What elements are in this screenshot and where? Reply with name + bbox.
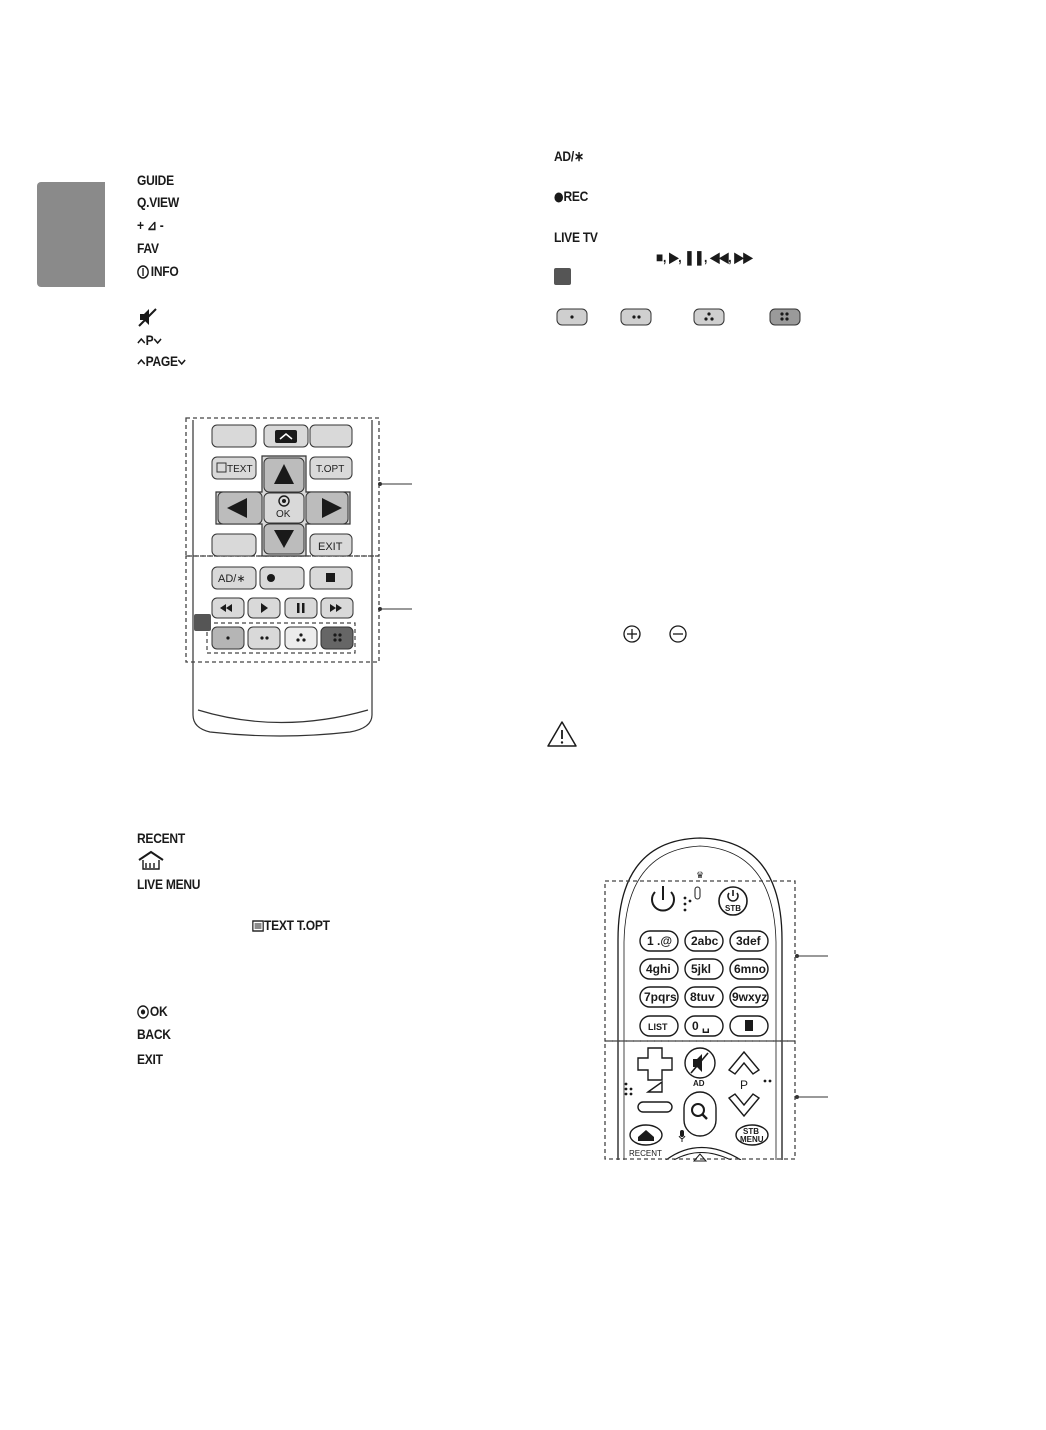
power-icon	[652, 886, 674, 911]
ad-button-label: AD/∗	[218, 573, 246, 585]
stb-power-label: STB	[725, 904, 741, 913]
volume-up-icon	[638, 1048, 672, 1080]
channel-text: P	[145, 332, 154, 348]
rec-text: REC	[563, 188, 589, 204]
key-3: 3def	[736, 934, 761, 948]
remote-control-diagram-2	[596, 830, 836, 1170]
rec-label	[554, 188, 588, 204]
info-text: INFO	[150, 263, 179, 279]
remote-control-diagram-1	[180, 410, 420, 740]
ok-circle-icon	[137, 1005, 150, 1019]
channel-key-label: P	[740, 1078, 749, 1092]
page-label	[137, 353, 186, 369]
chevron-down-icon	[178, 357, 187, 367]
stb-menu-label-1: STB	[743, 1127, 759, 1136]
list-key: LIST	[648, 1022, 668, 1032]
key-0: 0 ␣	[692, 1019, 710, 1033]
home-icon	[137, 850, 167, 877]
teletext-icon	[252, 920, 264, 932]
ad-label: AD/∗	[554, 148, 584, 164]
guide-label: GUIDE	[137, 172, 174, 188]
exit-button-label: EXIT	[318, 541, 343, 553]
stb-menu-label-2: MENU	[740, 1135, 764, 1144]
channel-down-icon	[729, 1094, 759, 1116]
svg-text:♛: ♛	[696, 870, 705, 880]
key-5: 5jkl	[691, 962, 712, 976]
qview-label: Q.VIEW	[137, 194, 179, 210]
text-button-label: TEXT	[227, 464, 253, 475]
guide-key-icon	[745, 1020, 753, 1031]
exit-label: EXIT	[137, 1051, 163, 1067]
zoom-icons	[622, 624, 692, 644]
pointer-triangle-icon	[694, 1154, 706, 1161]
info-label	[137, 263, 178, 279]
color-buttons-row	[556, 307, 806, 329]
channel-label	[137, 332, 162, 348]
playback-symbols-label: ■, ▶, ❚❚, ◀◀, ▶▶	[656, 249, 753, 265]
ok-button-label: OK	[276, 509, 291, 520]
key-8: 8tuv	[690, 990, 715, 1004]
microphone-icon	[680, 1130, 684, 1137]
green-button-icon	[621, 309, 651, 325]
text-text: TEXT	[264, 917, 294, 933]
home-icon	[275, 430, 297, 443]
info-icon	[137, 265, 151, 279]
chevron-down-icon	[153, 336, 162, 346]
warning-icon	[546, 720, 578, 748]
chevron-up-icon	[137, 357, 146, 367]
recent-key-label: RECENT	[629, 1149, 662, 1158]
volume-down-icon	[638, 1102, 672, 1112]
page-text: PAGE	[145, 353, 178, 369]
blue-button-icon	[770, 309, 800, 325]
ok-label	[137, 1003, 167, 1019]
key-1: 1 .@	[647, 934, 673, 948]
channel-up-icon	[729, 1052, 759, 1074]
live-menu-label: LIVE MENU	[137, 876, 201, 892]
ok-text: OK	[149, 1003, 168, 1019]
record-icon	[554, 192, 563, 203]
key-2: 2abc	[691, 934, 719, 948]
key-4: 4ghi	[646, 962, 671, 976]
text-topt-label	[252, 917, 330, 933]
live-tv-label: LIVE TV	[554, 229, 598, 245]
topt-button-label: T.OPT	[316, 464, 345, 475]
recent-label: RECENT	[137, 830, 185, 846]
back-label: BACK	[137, 1026, 171, 1042]
mute-icon	[137, 306, 159, 333]
yellow-button-icon	[694, 309, 724, 325]
fav-label: FAV	[137, 240, 159, 256]
key-9: 9wxyz	[732, 990, 768, 1004]
key-6: 6mno	[734, 962, 767, 976]
language-side-tab	[37, 182, 105, 287]
ad-key-label: AD	[693, 1079, 705, 1088]
color-key-marker-icon	[554, 268, 571, 285]
volume-label: + ⊿ -	[137, 217, 164, 233]
key-7: 7pqrs	[644, 990, 677, 1004]
chevron-up-icon	[137, 336, 146, 346]
topt-text: T.OPT	[296, 917, 330, 933]
